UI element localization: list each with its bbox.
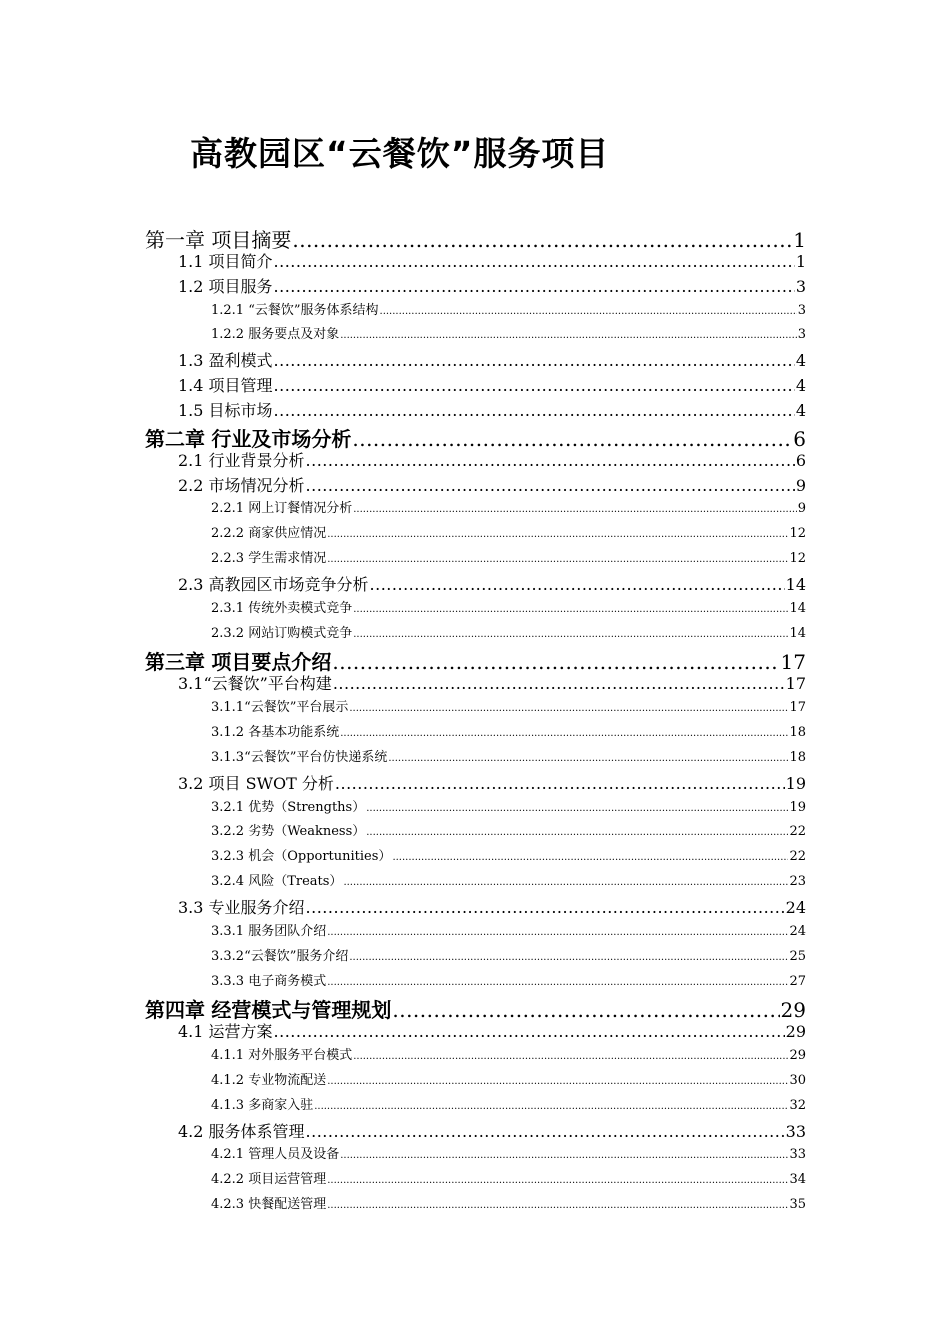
toc-chapter-title: 经营模式与管理规划	[211, 998, 392, 1023]
toc-entry-label: 3.3.3 电子商务模式	[211, 973, 327, 989]
toc-entry-level-3[interactable]	[211, 796, 806, 815]
toc-entry-level-3[interactable]	[211, 1044, 806, 1063]
toc-entry-level-3[interactable]	[211, 1168, 806, 1187]
toc-page-number: 3	[797, 327, 806, 343]
toc-entry-level-3[interactable]	[211, 920, 806, 939]
toc-leader-dots	[349, 949, 788, 964]
toc-page-number: 14	[789, 600, 806, 616]
toc-entry-level-3[interactable]	[211, 845, 806, 864]
toc-entry-label: 3.2.2 劣势（Weakness）	[211, 824, 366, 840]
toc-leader-dots	[353, 626, 788, 641]
toc-page-number: 3	[797, 302, 806, 318]
toc-entry-level-3[interactable]	[211, 597, 806, 616]
toc-chapter-title: 项目要点介绍	[211, 650, 332, 675]
toc-page-number: 17	[780, 650, 806, 675]
toc-page-number: 35	[789, 1197, 806, 1213]
toc-chapter-number: 第四章	[145, 998, 205, 1023]
toc-entry-level-2[interactable]	[178, 249, 806, 272]
toc-leader-dots	[274, 401, 795, 420]
toc-page-number: 4	[795, 351, 806, 371]
toc-entry-label: 1.2.2 服务要点及对象	[211, 327, 340, 343]
toc-entry-level-2[interactable]	[178, 448, 806, 471]
toc-leader-dots	[353, 601, 788, 616]
toc-leader-dots	[327, 526, 788, 541]
toc-entry-level-2[interactable]	[178, 398, 806, 421]
toc-entry-label: 2.2.2 商家供应情况	[211, 526, 327, 542]
toc-page-number: 32	[789, 1097, 806, 1113]
toc-entry-level-3[interactable]	[211, 299, 806, 318]
toc-page-number: 18	[789, 725, 806, 740]
toc-leader-dots	[327, 1197, 788, 1212]
toc-page-number: 30	[789, 1072, 806, 1088]
toc-entry-level-2[interactable]	[178, 895, 806, 918]
toc-page-number: 24	[789, 923, 806, 939]
toc-chapter-title: 行业及市场分析	[211, 426, 352, 451]
toc-leader-dots	[388, 750, 788, 765]
toc-page-number: 27	[789, 973, 806, 989]
toc-entry-level-3[interactable]	[211, 547, 806, 566]
toc-page-number: 12	[789, 551, 806, 567]
toc-page-number: 9	[797, 501, 806, 517]
toc-entry-level-2[interactable]	[178, 671, 806, 694]
toc-entry-label: 4.2 服务体系管理	[178, 1121, 305, 1141]
toc-entry-label: 3.1.2 各基本功能系统	[211, 725, 340, 740]
toc-page-number: 4	[795, 376, 806, 396]
toc-page-number: 1	[793, 228, 806, 252]
toc-leader-dots	[274, 252, 795, 271]
toc-leader-dots	[340, 1147, 788, 1162]
toc-entry-label: 4.2.1 管理人员及设备	[211, 1147, 340, 1163]
toc-entry-label: 1.1 项目简介	[178, 251, 273, 271]
toc-leader-dots	[333, 674, 785, 693]
document-title: 高教园区“云餐饮”服务项目	[190, 134, 610, 173]
toc-page-number: 17	[785, 674, 806, 694]
toc-entry-label: 2.3.1 传统外卖模式竞争	[211, 600, 353, 616]
toc-entry-label: 3.2.3 机会（Opportunities）	[211, 849, 392, 865]
toc-leader-dots	[366, 824, 788, 839]
toc-entry-level-2[interactable]	[178, 473, 806, 496]
toc-entry-label: 1.2.1 “云餐饮”服务体系结构	[211, 302, 379, 318]
toc-entry-label: 2.1 行业背景分析	[178, 450, 305, 470]
toc-page-number: 3	[795, 276, 806, 296]
toc-leader-dots	[327, 551, 788, 566]
toc-entry-level-3[interactable]	[211, 323, 806, 342]
toc-page-number: 34	[789, 1172, 806, 1188]
toc-leader-dots	[366, 800, 788, 815]
toc-entry-label: 2.2 市场情况分析	[178, 475, 305, 495]
toc-entry-level-3[interactable]	[211, 497, 806, 516]
toc-entry-level-2[interactable]	[178, 348, 806, 371]
toc-leader-dots	[353, 501, 797, 516]
toc-leader-dots	[306, 898, 785, 917]
toc-leader-dots	[274, 1022, 785, 1041]
toc-chapter-number: 第一章	[145, 228, 205, 252]
toc-leader-dots	[274, 351, 795, 370]
toc-entry-label: 3.1.1“云餐饮”平台展示	[211, 700, 349, 716]
toc-page-number: 25	[789, 948, 806, 964]
toc-page-number: 33	[789, 1147, 806, 1163]
toc-entry-label: 1.5 目标市场	[178, 400, 273, 420]
toc-page-number: 14	[785, 574, 806, 594]
toc-entry-level-3[interactable]	[211, 820, 806, 839]
toc-leader-dots	[335, 774, 785, 793]
toc-entry-label: 4.1.3 多商家入驻	[211, 1097, 314, 1113]
toc-entry-level-2[interactable]	[178, 274, 806, 297]
toc-entry-level-3[interactable]	[211, 721, 806, 740]
toc-entry-level-2[interactable]	[178, 771, 806, 794]
toc-leader-dots	[327, 924, 788, 939]
toc-entry-level-3[interactable]	[211, 1094, 806, 1113]
toc-leader-dots	[340, 327, 797, 342]
toc-entry-level-3[interactable]	[211, 1069, 806, 1088]
toc-leader-dots	[349, 700, 788, 715]
toc-leader-dots	[314, 1098, 788, 1113]
toc-entry-label: 3.2.4 风险（Treats）	[211, 874, 343, 890]
toc-page-number: 29	[789, 1048, 806, 1064]
toc-entry-label: 4.2.2 项目运营管理	[211, 1172, 327, 1188]
toc-leader-dots	[274, 277, 795, 296]
toc-entry-level-3[interactable]	[211, 622, 806, 641]
toc-entry-label: 4.1.1 对外服务平台模式	[211, 1048, 353, 1064]
toc-leader-dots	[340, 725, 788, 740]
toc-entry-label: 3.2.1 优势（Strengths）	[211, 799, 366, 815]
toc-entry-level-3[interactable]	[211, 945, 806, 964]
toc-page-number: 18	[789, 749, 806, 765]
toc-page-number: 6	[793, 426, 806, 451]
toc-leader-dots	[343, 874, 788, 889]
toc-leader-dots	[327, 1172, 788, 1187]
toc-entry-label: 4.1.2 专业物流配送	[211, 1072, 327, 1088]
toc-page-number: 9	[795, 475, 806, 495]
toc-page-number: 22	[789, 849, 806, 865]
toc-entry-level-2[interactable]	[178, 373, 806, 396]
toc-leader-dots	[306, 476, 795, 495]
toc-page-number: 1	[795, 251, 806, 271]
toc-leader-dots	[380, 303, 797, 318]
toc-page-number: 22	[789, 824, 806, 840]
toc-entry-label: 3.2 项目 SWOT 分析	[178, 773, 334, 793]
toc-chapter-title: 项目摘要	[211, 228, 292, 252]
toc-page-number: 17	[789, 700, 806, 716]
toc-entry-level-2[interactable]	[178, 1119, 806, 1142]
toc-entry-label: 3.1“云餐饮”平台构建	[178, 674, 332, 694]
toc-page-number: 29	[785, 1022, 806, 1042]
toc-page-number: 19	[789, 799, 806, 815]
toc-entry-label: 1.4 项目管理	[178, 376, 273, 396]
toc-page-number: 23	[789, 874, 806, 890]
toc-chapter-number: 第二章	[145, 426, 205, 451]
toc-entry-label: 3.3 专业服务介绍	[178, 897, 305, 917]
toc-leader-dots	[274, 376, 795, 395]
toc-entry-level-3[interactable]	[211, 870, 806, 889]
toc-page-number: 33	[785, 1121, 806, 1141]
toc-leader-dots	[327, 974, 788, 989]
toc-page-number: 6	[795, 450, 806, 470]
toc-entry-level-2[interactable]	[178, 572, 806, 595]
toc-entry-label: 2.3.2 网站订购模式竞争	[211, 625, 353, 641]
toc-page-number: 29	[780, 998, 806, 1023]
toc-entry-label: 2.3 高教园区市场竞争分析	[178, 574, 369, 594]
toc-entry-level-3[interactable]	[211, 1193, 806, 1212]
toc-page-number: 4	[795, 400, 806, 420]
toc-entry-label: 3.3.2“云餐饮”服务介绍	[211, 948, 349, 964]
toc-page-number: 14	[789, 625, 806, 641]
toc-entry-label: 3.3.1 服务团队介绍	[211, 923, 327, 939]
toc-chapter-number: 第三章	[145, 650, 205, 675]
toc-entry-level-3[interactable]	[211, 522, 806, 541]
toc-entry-level-3[interactable]	[211, 1143, 806, 1162]
toc-entry-level-2[interactable]	[178, 1019, 806, 1042]
toc-page-number: 24	[785, 897, 806, 917]
toc-entry-label: 4.1 运营方案	[178, 1022, 273, 1042]
toc-entry-label: 1.2 项目服务	[178, 276, 273, 296]
toc-leader-dots	[370, 575, 785, 594]
toc-page-number: 12	[789, 526, 806, 542]
toc-entry-label: 4.2.3 快餐配送管理	[211, 1197, 327, 1213]
toc-leader-dots	[392, 849, 788, 864]
toc-entry-label: 3.1.3“云餐饮”平台仿快递系统	[211, 749, 388, 765]
toc-leader-dots	[306, 451, 795, 470]
toc-entry-label: 1.3 盈利模式	[178, 351, 273, 371]
toc-entry-label: 2.2.3 学生需求情况	[211, 551, 327, 567]
toc-page-number: 19	[785, 773, 806, 793]
toc-entry-label: 2.2.1 网上订餐情况分析	[211, 501, 353, 517]
toc-entry-level-3[interactable]	[211, 696, 806, 715]
toc-leader-dots	[327, 1073, 788, 1088]
toc-leader-dots	[353, 1048, 788, 1063]
toc-entry-level-3[interactable]	[211, 746, 806, 765]
toc-entry-level-3[interactable]	[211, 970, 806, 989]
toc-leader-dots	[306, 1122, 785, 1141]
